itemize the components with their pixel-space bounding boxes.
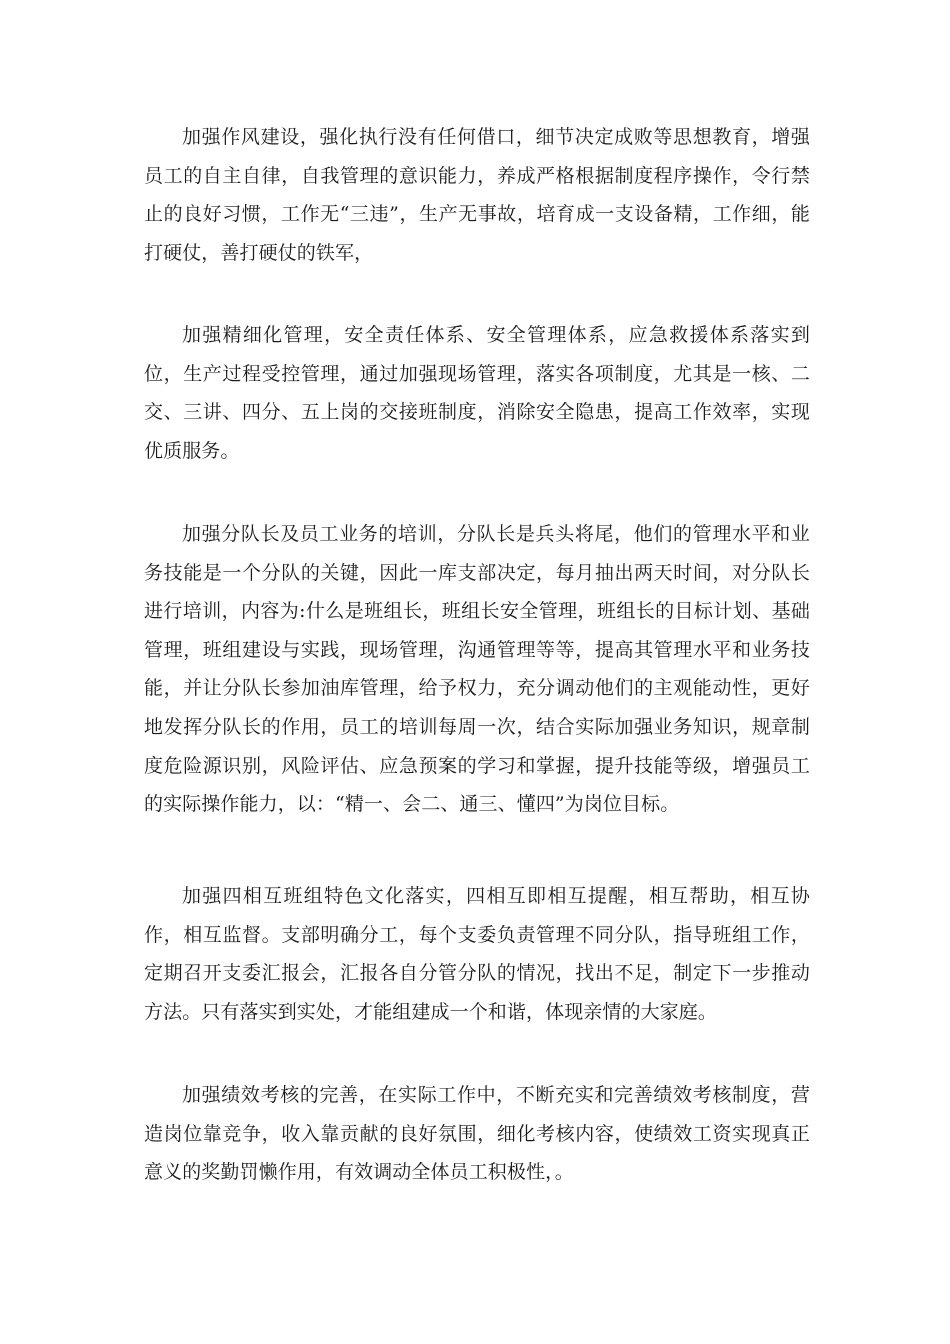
paragraph-style-building: 加强作风建设，强化执行没有任何借口，细节决定成败等思想教育，增强员工的自主自律，自我管理的意识能力，养成严格根据制度程序操作，令行禁止的良好习惯，工作无“三违”，生产无事故，培育成一支设备精，工作细，能打硬仗，善打硬仗的铁军，	[144, 126, 810, 264]
paragraph-performance-assessment: 加强绩效考核的完善，在实际工作中，不断充实和完善绩效考核制度，营造岗位靠竞争，收入靠贡献的良好氛围，细化考核内容，使绩效工资实现真正意义的奖勤罚懒作用，有效调动全体员工积极性，。	[144, 1084, 810, 1184]
paragraph-fine-management: 加强精细化管理，安全责任体系、安全管理体系，应急救援体系落实到位，生产过程受控管理，通过加强现场管理，落实各项制度，尤其是一核、二交、三讲、四分、五上岗的交接班制度，消除安全隐患，提高工作效率，实现优质服务。	[144, 324, 810, 462]
paragraph-training: 加强分队长及员工业务的培训，分队长是兵头将尾，他们的管理水平和业务技能是一个分队的关键，因此一库支部决定，每月抽出两天时间，对分队长进行培训，内容为:什么是班组长，班组长安全管理，班组长的目标计划、基础管理，班组建设与实践，现场管理，沟通管理等等，提高其管理水平和业务技能，并让分队长参加油库管理，给予权力，充分调动他们的主观能动性，更好地发挥分队长的作用，员工的培训每周一次，结合实际加强业务知识，规章制度危险源识别，风险评估、应急预案的学习和掌握，提升技能等级，增强员工的实际操作能力，以：“精一、会二、通三、懂四”为岗位目标。	[144, 523, 810, 816]
paragraph-team-culture: 加强四相互班组特色文化落实，四相互即相互提醒，相互帮助，相互协作，相互监督。支部明确分工，每个支委负责管理不同分队，指导班组工作，定期召开支委汇报会，汇报各自分管分队的情况，找出不足，制定下一步推动方法。只有落实到实处，才能组建成一个和谐，体现亲情的大家庭。	[144, 885, 810, 1023]
